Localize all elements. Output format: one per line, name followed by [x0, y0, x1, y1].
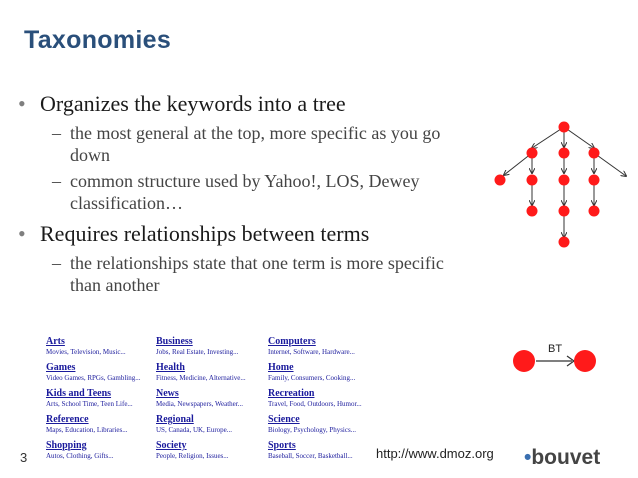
category-subs[interactable]: Biology, Psychology, Physics... [268, 426, 356, 434]
tree-node [559, 148, 570, 159]
tree-node [495, 175, 506, 186]
category-link[interactable]: Computers [268, 336, 316, 347]
category-subs[interactable]: Video Games, RPGs, Gambling... [46, 374, 141, 382]
sub-bullet-1-2-text: common structure used by Yahoo!, LOS, Dewey classification… [70, 171, 420, 213]
logo-text: bouvet [531, 446, 601, 469]
category-link[interactable]: Arts [46, 336, 65, 347]
dmoz-category[interactable] [46, 440, 154, 461]
category-link[interactable]: Reference [46, 414, 89, 425]
category-subs[interactable]: Family, Consumers, Cooking... [268, 374, 356, 382]
category-link[interactable]: Sports [268, 440, 296, 451]
tree-node [589, 175, 600, 186]
category-subs[interactable]: Jobs, Real Estate, Investing... [156, 348, 239, 356]
broader-term-diagram [512, 335, 602, 375]
bullet-1 [18, 90, 478, 118]
category-subs[interactable]: People, Religion, Issues... [156, 452, 229, 460]
bt-target-node [574, 350, 596, 372]
bullet-dot: • [18, 91, 26, 116]
dmoz-category[interactable] [268, 336, 376, 357]
tree-node [589, 148, 600, 159]
dmoz-category[interactable] [46, 414, 154, 435]
category-subs[interactable]: Baseball, Soccer, Basketball... [268, 452, 353, 460]
taxonomy-tree-diagram [488, 115, 638, 255]
dmoz-category[interactable] [268, 388, 376, 409]
category-link[interactable]: Recreation [268, 388, 315, 399]
dmoz-category[interactable] [156, 414, 264, 435]
dmoz-category[interactable] [46, 362, 154, 383]
bullet-2-text: Requires relationships between terms [40, 221, 370, 246]
sub-bullet-2-1-text: the relationships state that one term is more specific than another [70, 253, 444, 295]
dmoz-category[interactable] [156, 440, 264, 461]
dmoz-category[interactable] [46, 388, 154, 409]
bt-label: BT [548, 343, 563, 355]
bullet-1-text: Organizes the keywords into a tree [40, 91, 346, 116]
category-subs[interactable]: Maps, Education, Libraries... [46, 426, 128, 434]
category-subs[interactable]: Movies, Television, Music... [46, 348, 126, 356]
category-link[interactable]: News [156, 388, 179, 399]
tree-node [559, 122, 570, 133]
category-link[interactable]: Shopping [46, 440, 87, 451]
dmoz-category[interactable] [156, 388, 264, 409]
category-link[interactable]: Games [46, 362, 76, 373]
tree-node [589, 206, 600, 217]
dmoz-category[interactable] [46, 336, 154, 357]
tree-node [559, 206, 570, 217]
category-link[interactable]: Health [156, 362, 185, 373]
bouvet-logo [524, 446, 600, 470]
bullet-dot: • [18, 221, 26, 246]
tree-node [527, 206, 538, 217]
sub-bullet-2-1 [18, 252, 478, 296]
dmoz-category[interactable] [268, 414, 376, 435]
tree-node [559, 175, 570, 186]
page-number: 3 [20, 450, 28, 465]
sub-bullet-1-2 [18, 170, 478, 214]
tree-node [527, 175, 538, 186]
dash-marker: – [52, 123, 61, 143]
logo-dots-icon: • [524, 446, 532, 469]
slide-title: Taxonomies [24, 26, 172, 54]
category-subs[interactable]: Autos, Clothing, Gifts... [46, 452, 114, 460]
category-link[interactable]: Home [268, 362, 294, 373]
footer-url[interactable]: http://www.dmoz.org [376, 446, 494, 461]
bullet-list [18, 90, 478, 300]
category-subs[interactable]: Media, Newspapers, Weather... [156, 400, 243, 408]
category-link[interactable]: Science [268, 414, 300, 425]
dash-marker: – [52, 171, 61, 191]
category-link[interactable]: Kids and Teens [46, 388, 112, 399]
dash-marker: – [52, 253, 61, 273]
dmoz-category[interactable] [268, 440, 376, 461]
bullet-2 [18, 220, 478, 248]
category-subs[interactable]: Arts, School Time, Teen Life... [46, 400, 133, 408]
category-subs[interactable]: Internet, Software, Hardware... [268, 348, 355, 356]
category-subs[interactable]: US, Canada, UK, Europe... [156, 426, 233, 434]
dmoz-category[interactable] [268, 362, 376, 383]
sub-bullet-1-1 [18, 122, 478, 166]
category-subs[interactable]: Travel, Food, Outdoors, Humor... [268, 400, 362, 408]
dmoz-category[interactable] [156, 336, 264, 357]
category-subs[interactable]: Fitness, Medicine, Alternative... [156, 374, 246, 382]
category-link[interactable]: Society [156, 440, 187, 451]
category-link[interactable]: Regional [156, 414, 194, 425]
category-link[interactable]: Business [156, 336, 193, 347]
bt-source-node [513, 350, 535, 372]
sub-bullet-1-1-text: the most general at the top, more specific as you go down [70, 123, 441, 165]
tree-node [527, 148, 538, 159]
tree-node [559, 237, 570, 248]
dmoz-category[interactable] [156, 362, 264, 383]
